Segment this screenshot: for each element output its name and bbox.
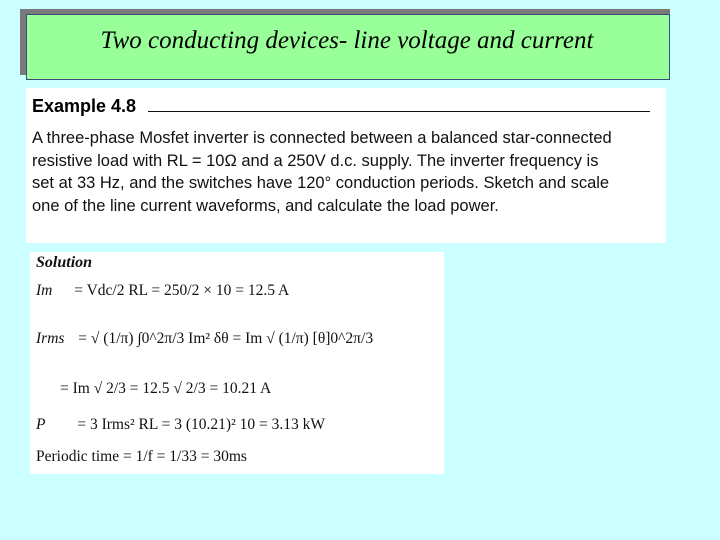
heading-rule bbox=[148, 111, 650, 112]
eq-period: Periodic time = 1/f = 1/33 = 30ms bbox=[36, 448, 247, 465]
example-heading-row bbox=[32, 96, 660, 117]
example-panel bbox=[26, 88, 666, 243]
example-line: one of the line current waveforms, and calculate the load power. bbox=[32, 196, 499, 215]
equation-power bbox=[36, 416, 325, 434]
title-box bbox=[26, 14, 670, 80]
eq-lhs-p: P bbox=[36, 416, 46, 433]
example-line: set at 33 Hz, and the switches have 120° conduction periods. Sketch and scale bbox=[32, 174, 610, 192]
slide-title: Two conducting devices- line voltage and current bbox=[100, 27, 594, 54]
solution-heading: Solution bbox=[36, 254, 93, 271]
equation-rms-value bbox=[60, 380, 271, 398]
example-line: resistive load with RL = 10Ω and a 250V d.c. supply. The inverter frequency is bbox=[32, 151, 599, 170]
eq-lhs-irms: Irms bbox=[36, 330, 65, 347]
eq-rhs-p: = 3 Irms² RL = 3 (10.21)² 10 = 3.13 kW bbox=[77, 416, 325, 433]
solution-panel bbox=[30, 252, 444, 474]
equation-period bbox=[36, 448, 247, 466]
example-text bbox=[32, 127, 660, 217]
example-heading: Example 4.8 bbox=[32, 96, 137, 116]
eq-rhs-irms: = √ (1/π) ∫0^2π/3 Im² δθ = Im √ (1/π) [θ]0^2π/3 bbox=[78, 330, 374, 347]
equation-rms-current bbox=[36, 330, 373, 348]
equation-peak-current bbox=[36, 282, 289, 300]
eq-lhs-im: Im bbox=[36, 282, 53, 299]
eq-rhs-irms-value: = Im √ 2/3 = 12.5 √ 2/3 = 10.21 A bbox=[60, 380, 272, 397]
example-line: A three-phase Mosfet inverter is connected between a balanced star-connected bbox=[32, 129, 612, 147]
eq-rhs-im: = Vdc/2 RL = 250/2 × 10 = 12.5 A bbox=[74, 282, 290, 299]
